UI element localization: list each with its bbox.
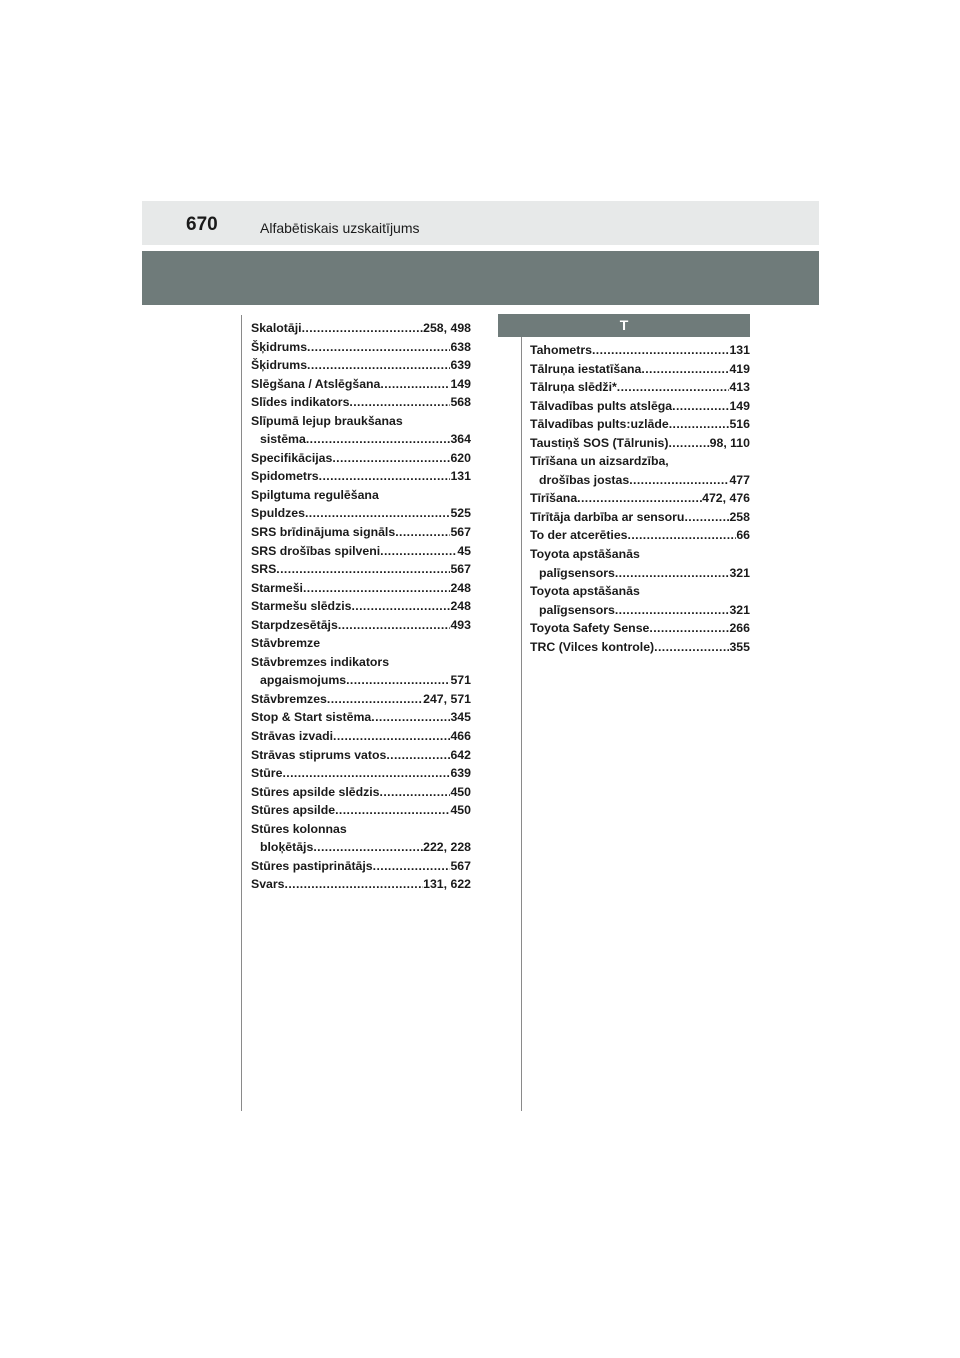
index-entry xyxy=(251,708,471,727)
dot-leader xyxy=(371,708,450,727)
index-page-ref[interactable]: 516 xyxy=(729,417,750,432)
index-page-ref[interactable]: 620 xyxy=(450,450,471,465)
index-term: Tīrītāja darbība ar sensoru xyxy=(530,509,685,524)
index-page-ref[interactable]: 355 xyxy=(729,639,750,654)
index-entry xyxy=(530,489,750,508)
dot-leader xyxy=(380,542,457,561)
index-term: Tahometrs xyxy=(530,343,592,357)
index-entry xyxy=(251,393,471,412)
index-term: Stūres apsilde xyxy=(251,803,336,818)
index-page-ref[interactable]: 450 xyxy=(450,803,471,818)
index-page-ref[interactable]: 66 xyxy=(736,528,750,543)
index-term: Tīrīšana xyxy=(530,491,578,506)
index-entry xyxy=(251,338,471,357)
index-entry xyxy=(251,801,471,820)
index-page-ref[interactable]: 149 xyxy=(729,398,750,413)
dot-leader xyxy=(641,360,729,379)
index-page-ref[interactable]: 258, 498 xyxy=(423,321,471,335)
dot-leader xyxy=(373,857,451,876)
index-entry xyxy=(251,838,471,857)
dot-leader xyxy=(285,875,424,894)
dot-leader xyxy=(577,489,702,508)
index-entry xyxy=(251,579,471,598)
index-page-ref[interactable]: 131, 622 xyxy=(423,877,471,892)
dot-leader xyxy=(306,430,451,449)
index-term: SRS drošības spilveni xyxy=(251,543,381,558)
index-page-ref[interactable]: 222, 228 xyxy=(423,840,471,855)
dot-leader xyxy=(346,671,450,690)
dot-leader xyxy=(335,801,450,820)
index-term: SRS xyxy=(251,562,277,577)
index-entry xyxy=(251,375,471,394)
index-page-ref[interactable]: 567 xyxy=(450,562,471,577)
index-entry xyxy=(251,653,471,672)
dot-leader xyxy=(338,616,451,635)
index-page-ref[interactable]: 45 xyxy=(457,543,471,558)
index-term: Šķidrums xyxy=(251,339,308,354)
index-term: Skalotāji xyxy=(251,321,302,335)
index-entry xyxy=(251,616,471,635)
index-entry xyxy=(251,875,471,894)
index-term: Svars xyxy=(251,877,285,892)
dot-leader xyxy=(592,341,730,360)
index-term: TRC (Vilces kontrole) xyxy=(530,639,655,654)
index-term: Stāvbremzes xyxy=(251,691,327,706)
index-page-ref[interactable]: 466 xyxy=(450,729,471,744)
index-page-ref[interactable]: 98, 110 xyxy=(709,435,750,450)
dot-leader xyxy=(327,690,423,709)
index-entry xyxy=(251,467,471,486)
index-page-ref[interactable]: 567 xyxy=(450,525,471,540)
index-entry xyxy=(530,619,750,638)
dot-leader xyxy=(629,471,729,490)
index-term: Tālruņa iestatīšana xyxy=(530,361,642,376)
index-entry xyxy=(251,486,471,505)
index-term: Stūres kolonnas xyxy=(251,821,347,836)
index-page-ref[interactable]: 131 xyxy=(450,469,471,484)
index-page-ref[interactable]: 477 xyxy=(729,472,750,487)
section-banner xyxy=(142,251,819,305)
index-page-ref[interactable]: 247, 571 xyxy=(423,691,471,706)
index-entry xyxy=(251,764,471,783)
index-page-ref[interactable]: 493 xyxy=(450,617,471,632)
index-entry xyxy=(251,746,471,765)
index-term: Stūre xyxy=(251,766,283,781)
index-page-ref[interactable]: 266 xyxy=(729,621,750,636)
index-entry xyxy=(251,430,471,449)
index-term: Stūres apsilde slēdzis xyxy=(251,784,380,799)
dot-leader xyxy=(386,746,450,765)
dot-leader xyxy=(319,467,451,486)
index-entry xyxy=(251,542,471,561)
index-page-ref[interactable]: 567 xyxy=(450,858,471,873)
index-page-ref[interactable]: 568 xyxy=(450,395,471,410)
dot-leader xyxy=(333,727,450,746)
index-entry xyxy=(251,857,471,876)
index-entry xyxy=(530,471,750,490)
index-entry xyxy=(251,356,471,375)
index-entry xyxy=(251,523,471,542)
dot-leader xyxy=(669,415,730,434)
index-entry xyxy=(251,412,471,431)
dot-leader xyxy=(313,838,423,857)
index-entry xyxy=(530,638,750,657)
index-entry xyxy=(530,360,750,379)
dot-leader xyxy=(615,601,730,620)
index-entry xyxy=(251,727,471,746)
index-term: palīgsensors xyxy=(539,602,615,617)
index-entry xyxy=(251,690,471,709)
index-page-ref[interactable]: 321 xyxy=(729,565,750,580)
index-term: drošības jostas xyxy=(539,472,630,487)
index-entry xyxy=(530,397,750,416)
index-term: Spidometrs xyxy=(251,469,319,484)
dot-leader xyxy=(617,378,730,397)
index-term: Starmešu slēdzis xyxy=(251,599,352,614)
index-entry xyxy=(251,319,471,338)
index-page-ref[interactable]: 248 xyxy=(450,599,471,614)
index-page-ref[interactable]: 639 xyxy=(450,358,471,373)
index-term: Tīrīšana un aizsardzība, xyxy=(530,454,669,469)
index-term: sistēma xyxy=(260,432,306,447)
index-page-ref[interactable]: 345 xyxy=(450,710,471,725)
index-page-ref[interactable]: 472, 476 xyxy=(702,491,750,506)
index-term: palīgsensors xyxy=(539,565,615,580)
index-entry xyxy=(530,434,750,453)
index-term: Tālvadības pults atslēga xyxy=(530,398,673,413)
index-term: Toyota apstāšanās xyxy=(530,584,640,599)
dot-leader xyxy=(332,449,450,468)
index-entry xyxy=(251,449,471,468)
index-entry xyxy=(530,341,750,360)
index-term: To der atcerēties xyxy=(530,528,628,543)
index-entry xyxy=(251,634,471,653)
index-term: Specifikācijas xyxy=(251,450,333,465)
index-term: Strāvas izvadi xyxy=(251,729,334,744)
index-page-ref[interactable]: 321 xyxy=(729,602,750,617)
index-page-ref[interactable]: 571 xyxy=(450,673,471,688)
index-term: Starmeši xyxy=(251,580,303,595)
dot-leader xyxy=(628,526,737,545)
dot-leader xyxy=(649,619,729,638)
index-term: SRS brīdinājuma signāls xyxy=(251,525,396,540)
index-term: Toyota apstāšanās xyxy=(530,547,640,562)
dot-leader xyxy=(349,393,450,412)
index-entry xyxy=(530,545,750,564)
index-term: Tālruņa slēdži* xyxy=(530,380,617,395)
index-term: Stāvbremzes indikators xyxy=(251,654,390,669)
index-page-ref[interactable]: 131 xyxy=(729,343,750,357)
dot-leader xyxy=(276,560,450,579)
page-number: 670 xyxy=(186,214,218,235)
index-term: Toyota Safety Sense xyxy=(530,621,650,636)
index-page-ref[interactable]: 149 xyxy=(450,376,471,391)
dot-leader xyxy=(395,523,450,542)
index-term: Slīdes indikators xyxy=(251,395,350,410)
index-page-ref[interactable]: 413 xyxy=(729,380,750,395)
dot-leader xyxy=(684,508,729,527)
dot-leader xyxy=(654,638,729,657)
index-term: Stūres pastiprinātājs xyxy=(251,858,373,873)
index-entry xyxy=(251,597,471,616)
index-page-ref[interactable]: 258 xyxy=(729,509,750,524)
index-term: Tālvadības pults:uzlāde xyxy=(530,417,669,432)
dot-leader xyxy=(380,375,450,394)
index-entry xyxy=(530,415,750,434)
index-entry xyxy=(530,508,750,527)
index-term: bloķētājs xyxy=(260,840,314,855)
dot-leader xyxy=(380,783,451,802)
index-entry xyxy=(251,504,471,523)
index-term: Spuldzes xyxy=(251,506,305,521)
index-term: Stāvbremze xyxy=(251,636,321,651)
index-term: Stop & Start sistēma xyxy=(251,710,372,725)
index-page-ref[interactable]: 248 xyxy=(450,580,471,595)
index-page-ref[interactable]: 419 xyxy=(729,361,750,376)
index-entry xyxy=(530,564,750,583)
header-bar xyxy=(142,201,819,245)
index-term: Taustiņš SOS (Tālrunis) xyxy=(530,435,669,450)
section-letter-bar: T xyxy=(498,314,750,337)
index-term: apgaismojums xyxy=(260,673,347,688)
dot-leader xyxy=(302,319,424,338)
index-entry xyxy=(251,820,471,839)
index-entry xyxy=(530,378,750,397)
column-divider-left xyxy=(241,315,242,1111)
index-entry xyxy=(530,601,750,620)
dot-leader xyxy=(282,764,450,783)
dot-leader xyxy=(615,564,730,583)
dot-leader xyxy=(672,397,729,416)
index-term: Slīpumā lejup braukšanas xyxy=(251,413,403,428)
dot-leader xyxy=(351,597,450,616)
dot-leader xyxy=(305,504,450,523)
index-term: Spilgtuma regulēšana xyxy=(251,487,379,502)
index-entry xyxy=(530,582,750,601)
index-page-ref[interactable]: 639 xyxy=(450,766,471,781)
index-entry xyxy=(251,783,471,802)
dot-leader xyxy=(307,356,450,375)
column-divider-right xyxy=(521,315,522,1111)
index-page-ref[interactable]: 642 xyxy=(450,747,471,762)
index-page-ref[interactable]: 525 xyxy=(450,506,471,521)
index-entry xyxy=(530,452,750,471)
index-term: Šķidrums xyxy=(251,358,308,373)
index-entry xyxy=(251,671,471,690)
dot-leader xyxy=(668,434,709,453)
dot-leader xyxy=(303,579,451,598)
index-term: Strāvas stiprums vatos xyxy=(251,747,387,762)
index-page-ref[interactable]: 638 xyxy=(450,339,471,354)
index-column-left xyxy=(251,319,471,894)
index-term: Slēgšana / Atslēgšana xyxy=(251,376,381,391)
dot-leader xyxy=(307,338,450,357)
index-column-right xyxy=(530,341,750,656)
index-page-ref[interactable]: 364 xyxy=(450,432,471,447)
index-term: Starpdzesētājs xyxy=(251,617,338,632)
index-page-ref[interactable]: 450 xyxy=(450,784,471,799)
index-entry xyxy=(530,526,750,545)
index-entry xyxy=(251,560,471,579)
page-title: Alfabētiskais uzskaitījums xyxy=(260,220,420,236)
